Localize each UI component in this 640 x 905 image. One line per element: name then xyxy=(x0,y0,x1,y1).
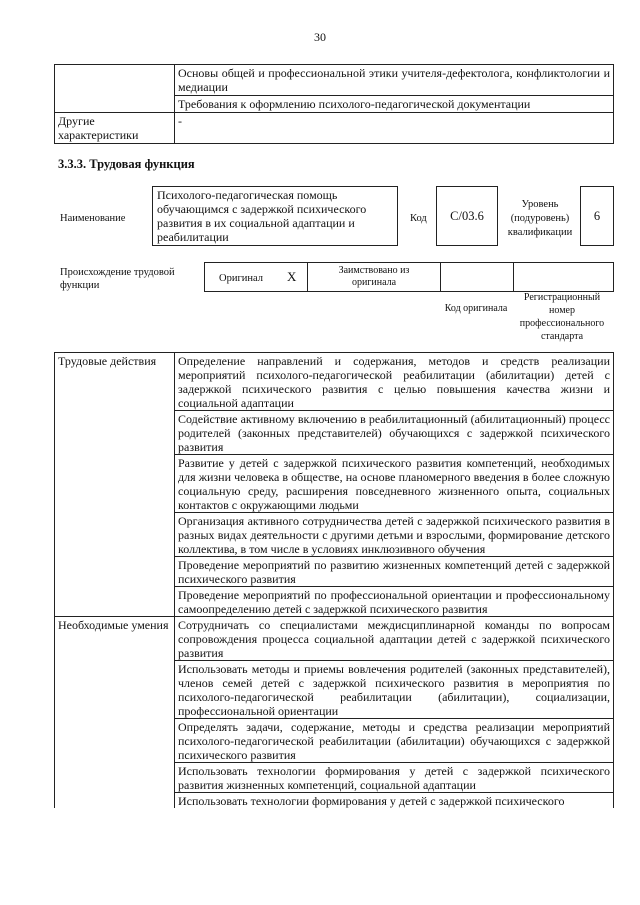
table-row xyxy=(55,113,614,144)
table-cell-label: Другие характеристики xyxy=(55,113,175,144)
table-cell-empty xyxy=(55,455,175,513)
list-item: Использовать технологии формирования у детей с задержкой психического xyxy=(175,793,614,809)
function-name-value: Психолого-педагогическая помощь обучающимся с задержкой психического развития в их социальной адаптации и реабилитации xyxy=(157,188,367,244)
origin-code-box xyxy=(440,262,514,292)
table-cell-empty xyxy=(55,793,175,809)
table-cell-empty xyxy=(55,719,175,763)
table-row xyxy=(55,763,614,793)
function-name-box xyxy=(152,186,398,246)
table-row xyxy=(55,353,614,411)
borrowed-label: Заимствовано из оригинала xyxy=(338,265,410,288)
original-label: Оригинал xyxy=(219,273,263,284)
table-row xyxy=(55,557,614,587)
reg-number-caption: Регистрационный номер профессионального стандарта xyxy=(519,292,605,342)
table-cell-empty xyxy=(55,557,175,587)
table-row xyxy=(55,793,614,809)
table-cell-label xyxy=(55,96,175,113)
origin-borrowed-box xyxy=(307,262,441,292)
section-label-required-skills: Необходимые умения xyxy=(55,617,175,661)
code-original-caption: Код оригинала xyxy=(444,303,508,314)
table-cell-content: - xyxy=(175,113,614,144)
list-item: Определение направлений и содержания, методов и средств реализации мероприятий психолого-педагогической реабилитации (абилитации) детей с задержкой психического развития с целью повышения качества жизни и социальной адаптации xyxy=(175,353,614,411)
table-row xyxy=(55,513,614,557)
list-item: Проведение мероприятий по профессиональной ориентации и профессиональному самоопределению детей с задержкой психического развития xyxy=(175,587,614,617)
list-item: Использовать методы и приемы вовлечения родителей (законных представителей), членов семей детей с задержкой психического развития в мероприятия по психолого-педагогической реабилитации (абилитации), социализации, профессиональной ориентации xyxy=(175,661,614,719)
level-label: Уровень (подуровень) квалификации xyxy=(507,199,573,238)
table-row xyxy=(55,719,614,763)
table-cell-empty xyxy=(55,661,175,719)
table-row xyxy=(55,587,614,617)
table-cell-empty xyxy=(55,763,175,793)
original-mark: X xyxy=(287,269,297,284)
list-item: Проведение мероприятий по развитию жизненных компетенций детей с задержкой психического развития xyxy=(175,557,614,587)
table-row xyxy=(55,96,614,113)
list-item: Организация активного сотрудничества детей с задержкой психического развития в разных видах деятельности с другими детьми и взрослыми, формирование детского коллектива, в том числе в условиях инклюзивного обучения xyxy=(175,513,614,557)
code-box xyxy=(436,186,498,246)
table-cell-content: Основы общей и профессиональной этики учителя-дефектолога, конфликтологии и медиации xyxy=(175,65,614,96)
table-row xyxy=(55,455,614,513)
knowledge-table-continuation xyxy=(54,64,614,144)
table-row xyxy=(55,617,614,661)
origin-original-box xyxy=(204,262,308,292)
code-value: С/03.6 xyxy=(450,208,484,223)
table-row xyxy=(55,411,614,455)
table-cell-label xyxy=(55,65,175,96)
section-title: 3.3.3. Трудовая функция xyxy=(58,157,195,171)
origin-label: Происхождение трудовой функции xyxy=(60,267,175,291)
level-value: 6 xyxy=(593,208,601,223)
origin-reg-box xyxy=(513,262,614,292)
list-item: Развитие у детей с задержкой психического развития компетенций, необходимых для жизни человека в обществе, на основе планомерного введения в более сложную социальную среду, расширения повседневного жизненного опыта, социальных контактов с окружающими людьми xyxy=(175,455,614,513)
table-cell-content: Требования к оформлению психолого-педагогической документации xyxy=(175,96,614,113)
list-item: Использовать технологии формирования у детей с задержкой психического развития жизненных компетенций, социальной адаптации xyxy=(175,763,614,793)
name-label: Наименование xyxy=(60,213,126,224)
table-cell-empty xyxy=(55,411,175,455)
table-cell-empty xyxy=(55,513,175,557)
section-label-labor-actions: Трудовые действия xyxy=(55,353,175,411)
list-item: Сотрудничать со специалистами междисциплинарной команды по вопросам сопровождения процесса социальной адаптации детей с задержкой психического развития xyxy=(175,617,614,661)
page-number: 30 xyxy=(314,30,326,44)
table-cell-empty xyxy=(55,587,175,617)
list-item: Определять задачи, содержание, методы и средства реализации мероприятий психолого-педагогической реабилитации (абилитации) обучающихся с задержкой психического развития xyxy=(175,719,614,763)
table-row xyxy=(55,65,614,96)
level-box xyxy=(580,186,614,246)
code-label: Код xyxy=(410,213,427,224)
list-item: Содействие активному включению в реабилитационный (абилитационный) процесс родителей (законных представителей) обучающихся с задержкой психического развития xyxy=(175,411,614,455)
labor-function-table xyxy=(54,352,614,808)
table-row xyxy=(55,661,614,719)
